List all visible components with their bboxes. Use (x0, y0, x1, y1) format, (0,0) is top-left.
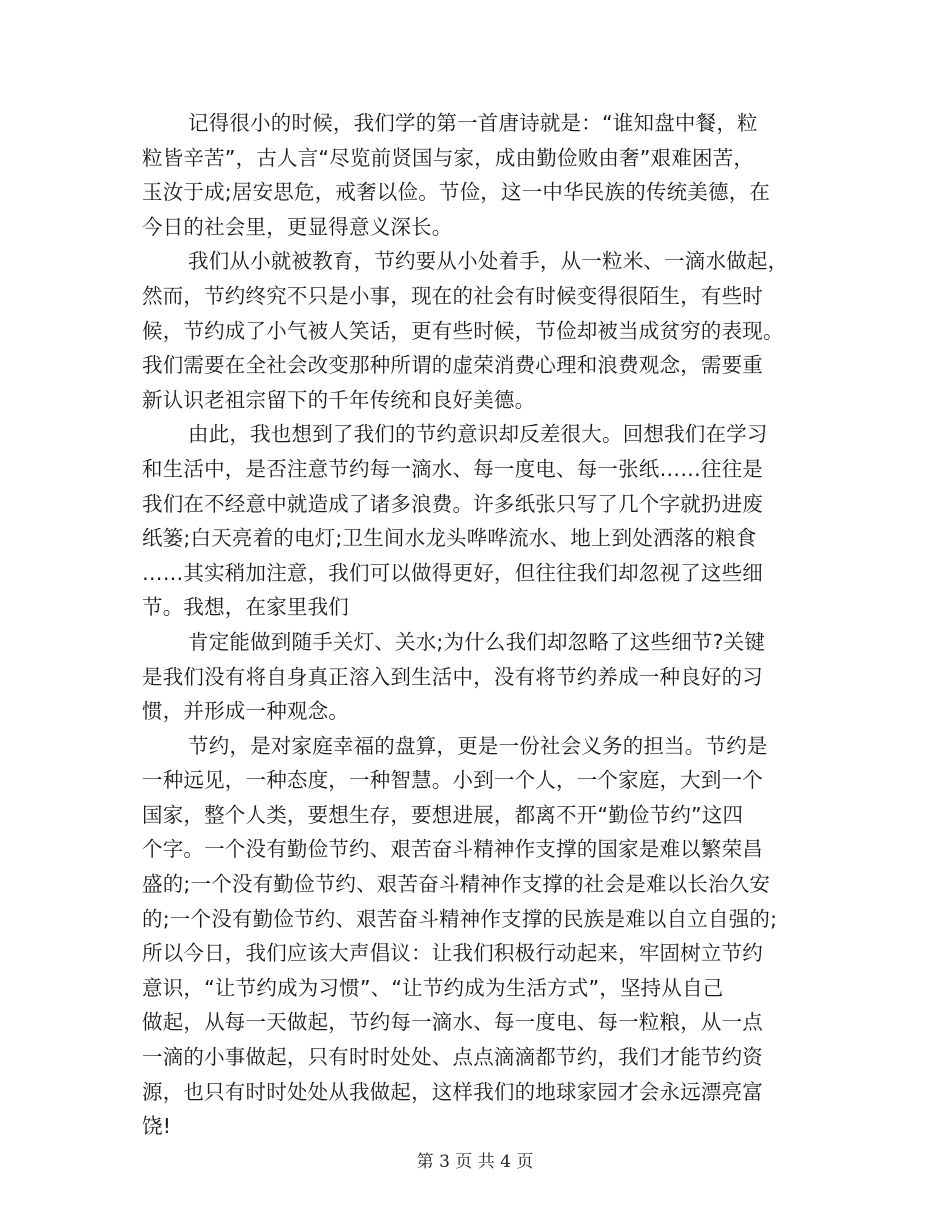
text-line: 源，也只有时时处处从我做起，这样我们的地球家园才会永远漂亮富 (142, 1079, 763, 1104)
paragraph-5 (142, 729, 808, 1144)
text-line: 惯，并形成一种观念。 (142, 699, 349, 724)
text-line: 一种远见，一种态度，一种智慧。小到一个人，一个家庭，大到一个 (142, 768, 763, 793)
text-line: 节约，是对家庭幸福的盘算，更是一份社会义务的担当。节约是 (188, 733, 768, 758)
text-line: 新认识老祖宗留下的千年传统和良好美德。 (142, 387, 536, 412)
text-line: 纸篓;白天亮着的电灯;卫生间水龙头哗哗流水、地上到处洒落的粮食 (142, 526, 757, 551)
text-line: ……其实稍加注意，我们可以做得更好，但往往我们却忽视了这些细 (142, 560, 763, 585)
text-line: 我们在不经意中就造成了诸多浪费。许多纸张只写了几个字就扔进废 (142, 491, 763, 516)
text-line: 一滴的小事做起，只有时时处处、点点滴滴都节约，我们才能节约资 (142, 1045, 763, 1070)
text-line: 盛的;一个没有勤俭节约、艰苦奋斗精神作支撑的社会是难以长治久安 (142, 872, 771, 897)
text-line: 做起，从每一天做起，节约每一滴水、每一度电、每一粒粮，从一点 (142, 1010, 763, 1035)
text-line: 今日的社会里，更显得意义深长。 (142, 214, 453, 239)
text-line: 的;一个没有勤俭节约、艰苦奋斗精神作支撑的民族是难以自立自强的; (142, 906, 778, 931)
text-line: 肯定能做到随手关灯、关水;为什么我们却忽略了这些细节?关键 (188, 629, 766, 654)
text-line: 国家，整个人类，要想生存，要想进展，都离不开“勤俭节约”这四 (142, 802, 744, 827)
text-line: 所以今日，我们应该大声倡议：让我们积极行动起来，牢固树立节约 (142, 941, 763, 966)
text-line: 是我们没有将自身真正溶入到生活中，没有将节约养成一种良好的习 (142, 664, 763, 689)
document-body (142, 106, 808, 1144)
text-line: 节。我想，在家里我们 (142, 595, 349, 620)
text-line: 饶! (142, 1114, 172, 1139)
text-line: 我们从小就被教育，节约要从小处着手，从一粒米、一滴水做起， (188, 249, 789, 274)
paragraph-2 (142, 244, 808, 417)
text-line: 候，节约成了小气被人笑话，更有些时候，节俭却被当成贫穷的表现。 (142, 318, 784, 343)
text-line: 然而，节约终究不只是小事，现在的社会有时候变得很陌生，有些时 (142, 283, 763, 308)
text-line: 和生活中，是否注意节约每一滴水、每一度电、每一张纸……往往是 (142, 456, 763, 481)
paragraph-4 (142, 625, 808, 729)
text-line: 由此，我也想到了我们的节约意识却反差很大。回想我们在学习 (188, 422, 768, 447)
text-line: 我们需要在全社会改变那种所谓的虚荣消费心理和浪费观念，需要重 (142, 353, 763, 378)
text-line: 个字。一个没有勤俭节约、艰苦奋斗精神作支撑的国家是难以繁荣昌 (142, 837, 763, 862)
text-line: 意识，“让节约成为习惯”、“让节约成为生活方式”，坚持从自己 (142, 975, 724, 1000)
page-number-footer: 第 3 页 共 4 页 (416, 1152, 534, 1172)
text-line: 玉汝于成;居安思危，戒奢以俭。节俭，这一中华民族的传统美德，在 (142, 180, 771, 205)
paragraph-1 (142, 106, 808, 244)
text-line: 粒皆辛苦”，古人言“尽览前贤国与家，成由勤俭败由奢”艰难困苦， (142, 145, 755, 170)
paragraph-3 (142, 417, 808, 625)
text-line: 记得很小的时候，我们学的第一首唐诗就是：“谁知盘中餐，粒 (188, 111, 758, 135)
